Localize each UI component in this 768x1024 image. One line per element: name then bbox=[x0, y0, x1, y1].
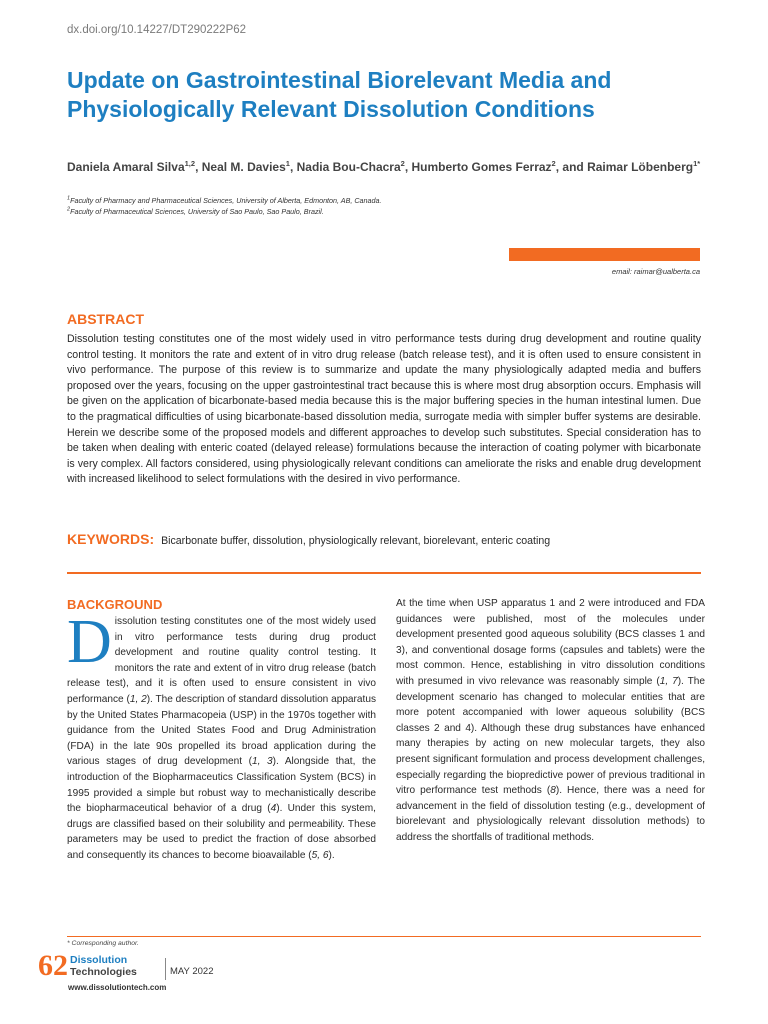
paragraph-text: At the time when USP apparatus 1 and 2 were introduced and FDA guidances were published, most of the molecules under development presented good aqueous solubility (BCS classes 1 and 3), and conventional dosage forms (capsules and tablets) were the most common. Hence, establishing in vitro dissolution conditions with presumed in vivo relevance was reasonably simple ( bbox=[396, 598, 705, 687]
author-name: Daniela Amaral Silva bbox=[67, 160, 185, 174]
journal-logo-line2: Technologies bbox=[70, 966, 137, 978]
drop-cap: D bbox=[67, 608, 112, 676]
affiliation-line bbox=[67, 195, 382, 206]
author-name: Neal M. Davies bbox=[201, 160, 286, 174]
author-conjunction: and bbox=[562, 160, 584, 174]
journal-website-link[interactable]: www.dissolutiontech.com bbox=[68, 983, 167, 992]
abstract-body: Dissolution testing constitutes one of the most widely used in vitro performance tests during drug development and routine quality control testing. It monitors the rate and extent of in vitro drug release (batch release test), and it is often used to ensure consistent in vivo performance. The purpose of this review is to summarize and update the many physiologically adapted media and buffers proposed over the years, focusing on the upper gastrointestinal tract because this is where most drug absorption occurs. Emphasis will be given on the application of bicarbonate-based media because this is the major buffering species in the human intestinal lumen. Due to the pragmatical difficulties of using bicarbonate-based dissolution media, surrogate media with simpler buffer systems are desirable. Herein we describe some of the proposed models and different approaches to develop such substitutes. Special consideration has to be taken when dealing with enteric coated (delayed release) formulations because the interaction of coating polymer with bicarbonate is very complex. All factors considered, using physiologically relevant conditions can ameliorate the risks and enable drug development with increased likelihood to select formulations with the desired in vivo performance. bbox=[67, 333, 701, 486]
affiliation-text: Faculty of Pharmacy and Pharmaceutical Sciences, University of Alberta, Edmonton, AB, Canada. bbox=[70, 196, 382, 205]
citation-ref: 1, 2 bbox=[129, 693, 147, 705]
affiliation-text: Faculty of Pharmaceutical Sciences, University of Sao Paulo, Sao Paulo, Brazil. bbox=[70, 207, 324, 216]
background-paragraph-1 bbox=[67, 608, 376, 864]
column-left bbox=[67, 596, 376, 864]
author-affiliation-marker: 2 bbox=[551, 159, 556, 168]
affiliation-line bbox=[67, 206, 382, 217]
author-name: Raimar Löbenberg bbox=[587, 160, 694, 174]
accent-bar bbox=[509, 248, 700, 261]
column-right bbox=[396, 596, 705, 846]
footer-divider bbox=[67, 936, 701, 937]
paragraph-text: ). Under this system, drugs are classified based on their solubility and permeability. These parameters may be used to predict the fraction of dose absorbed and consequently its chances to become bioavailable ( bbox=[67, 803, 376, 861]
section-divider bbox=[67, 572, 701, 574]
citation-ref: 8 bbox=[550, 785, 556, 797]
author-affiliation-marker: 1 bbox=[285, 159, 290, 168]
affiliations bbox=[67, 195, 382, 217]
abstract-heading: ABSTRACT bbox=[67, 311, 144, 327]
contact-email[interactable]: email: raimar@ualberta.ca bbox=[611, 267, 700, 276]
keywords-label: KEYWORDS: bbox=[67, 531, 155, 547]
author-name: Humberto Gomes Ferraz bbox=[411, 160, 552, 174]
citation-ref: 4 bbox=[270, 803, 277, 815]
issue-date: MAY 2022 bbox=[170, 966, 214, 977]
author-affiliation-marker: 2 bbox=[400, 159, 405, 168]
author-affiliation-marker: 1* bbox=[693, 159, 701, 168]
journal-logo-line1: Dissolution bbox=[70, 954, 128, 966]
paragraph-text: issolution testing constitutes one of the most widely used in vitro performance tests during drug product development and routine quality control testing. It monitors the rate and extent of in vitro drug release (batch release test), and it is often used to ensure consistent in vivo performance ( bbox=[67, 616, 376, 705]
author-name: Nadia Bou-Chacra bbox=[296, 160, 401, 174]
citation-ref: 1, 3 bbox=[252, 756, 273, 768]
background-heading: BACKGROUND bbox=[67, 597, 163, 612]
citation-ref: 1, 7 bbox=[659, 675, 678, 687]
author-affiliation-marker: 1,2 bbox=[184, 159, 196, 168]
background-paragraph-2 bbox=[396, 596, 705, 846]
journal-logo bbox=[70, 954, 162, 982]
paragraph-text: ). Hence, there was a need for advancement in the field of dissolution testing (e.g., development of biorelevant and physiologically relevant dissolution methods) to address the shortfalls of traditional methods. bbox=[396, 785, 705, 843]
affiliation-marker: 1 bbox=[67, 195, 71, 202]
keywords-line bbox=[67, 531, 550, 547]
paragraph-text: ). The description of standard dissolution apparatus by the United States Pharmacopeia (USP) in the 1970s together with guidance from the United States Food and Drug Administration (FDA) in the late 90s propelled its broad application during the various stages of drug development ( bbox=[67, 693, 376, 768]
doi-link[interactable]: dx.doi.org/10.14227/DT290222P62 bbox=[67, 24, 247, 36]
paragraph-text: ). The development scenario has changed to molecular entities that are more potent accompanied with lower aqueous solubility (BCS classes 2 and 4). Although these drug substances have enhanced many therapies by acting on new molecular targets, they also present significant formulation and process development challenges, especially regarding the biopredictive power of previous traditional in vitro performance test methods ( bbox=[396, 675, 705, 797]
keywords-text: Bicarbonate buffer, dissolution, physiologically relevant, biorelevant, enteric coating bbox=[161, 535, 551, 547]
affiliation-marker: 2 bbox=[67, 206, 71, 213]
page-number: 62 bbox=[38, 949, 68, 982]
citation-ref: 5, 6 bbox=[311, 849, 329, 861]
article-title: Update on Gastrointestinal Biorelevant Media and Physiologically Relevant Dissolution Conditions bbox=[67, 67, 612, 122]
paragraph-text: ). bbox=[328, 849, 335, 861]
author-list: Daniela Amaral Silva$^{1,2}$, Neal M. Davies$^1$, Nadia Bou-Chacra$^2$, Humberto Gomes Ferraz$^2$, and Raimar Löbenberg$^{1*}$ bbox=[67, 159, 701, 174]
logo-divider bbox=[165, 958, 166, 980]
corresponding-author-note: * Corresponding author. bbox=[67, 940, 139, 947]
paragraph-text: ). Alongside that, the introduction of the Biopharmaceutics Classification System (BCS) in 1995 provided a simple but robust way to mechanistically describe the biopharmaceutical behavior of a drug ( bbox=[67, 756, 376, 815]
